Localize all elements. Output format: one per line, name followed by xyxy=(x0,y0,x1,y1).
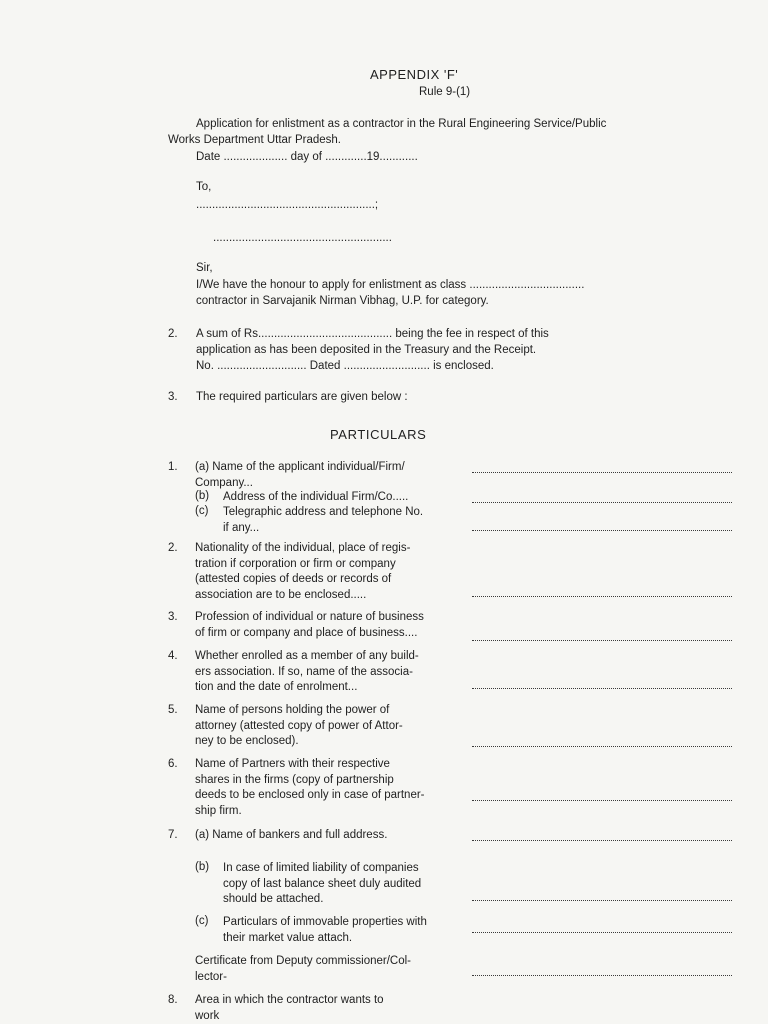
item-7c-text: Particulars of immovable properties with their market value attach. xyxy=(223,916,427,944)
item-7b-fill-line[interactable] xyxy=(472,900,732,901)
item-6-fill-line[interactable] xyxy=(472,800,732,801)
item-4-number: 4. xyxy=(168,650,178,662)
address-line-1: ........................................................; xyxy=(196,199,379,211)
item-6-text: Name of Partners with their respective shares in the firms (copy of partnership deeds to be enclosed only in case of partner- ship firm. xyxy=(195,758,425,817)
item-7c-label: (c) xyxy=(195,915,209,927)
item-2-text: Nationality of the individual, place of regis- tration if corporation or firm or company (attested copies of deeds or records of association are to be enclosed..... xyxy=(195,542,411,601)
item-5-fill-line[interactable] xyxy=(472,746,732,747)
item-3-text: Profession of individual or nature of business of firm or company and place of business.... xyxy=(195,611,424,639)
salutation: Sir, xyxy=(196,262,213,274)
item-1-number: 1. xyxy=(168,461,178,473)
date-line: Date .................... day of .............19............ xyxy=(196,151,418,163)
item-4-fill-line[interactable] xyxy=(472,688,732,689)
item-1a-fill-line[interactable] xyxy=(472,472,732,473)
item-1c-fill-line[interactable] xyxy=(472,530,732,531)
para-2-number: 2. xyxy=(168,328,178,340)
item-1b-fill-line[interactable] xyxy=(472,502,732,503)
item-3-number: 3. xyxy=(168,611,178,623)
item-1a-text: (a) Name of the applicant individual/Firm/ Company... xyxy=(195,461,405,489)
item-5-text: Name of persons holding the power of attorney (attested copy of power of Attor- ney to be enclosed). xyxy=(195,704,403,747)
item-8-number: 8. xyxy=(168,994,178,1006)
letter-line-1: I/We have the honour to apply for enlistment as class .................................... xyxy=(196,279,585,291)
para-3-text: The required particulars are given below : xyxy=(196,391,408,403)
item-1c-text: Telegraphic address and telephone No. if any... xyxy=(223,506,424,534)
item-7-certificate-text: Certificate from Deputy commissioner/Col- lector- xyxy=(195,955,412,983)
para-2-line-2: application as has been deposited in the Treasury and the Receipt. xyxy=(196,344,537,356)
item-7b-label: (b) xyxy=(195,861,210,873)
item-8-text: Area in which the contractor wants to work xyxy=(195,994,384,1022)
to-label: To, xyxy=(196,181,212,193)
item-2-number: 2. xyxy=(168,542,178,554)
item-3-fill-line[interactable] xyxy=(472,640,732,641)
item-7b-text: In case of limited liability of companies copy of last balance sheet duly audited should be attached. xyxy=(223,862,422,905)
item-4-text: Whether enrolled as a member of any build- ers association. If so, name of the associa- tion and the date of enrolment... xyxy=(195,650,419,693)
item-6-number: 6. xyxy=(168,758,178,770)
item-7c-fill-line[interactable] xyxy=(472,932,732,933)
item-2-fill-line[interactable] xyxy=(472,596,732,597)
letter-line-2: contractor in Sarvajanik Nirman Vibhag, U.P. for category. xyxy=(196,295,489,307)
rule-reference: Rule 9-(1) xyxy=(419,86,471,98)
para-2-line-3: No. ............................ Dated ........................... is enclosed. xyxy=(196,360,494,372)
item-1b-label: (b) xyxy=(195,490,210,502)
item-1b-text: Address of the individual Firm/Co..... xyxy=(223,491,409,503)
address-line-2: ........................................................ xyxy=(213,232,392,244)
para-2-line-1: A sum of Rs.......................................... being the fee in respect of this xyxy=(196,328,549,340)
intro-line-2: Works Department Uttar Pradesh. xyxy=(168,134,341,146)
intro-line-1: Application for enlistment as a contractor in the Rural Engineering Service/Public xyxy=(196,118,607,130)
particulars-heading: PARTICULARS xyxy=(330,427,427,442)
item-7a-fill-line[interactable] xyxy=(472,840,732,841)
item-7-certificate-fill-line[interactable] xyxy=(472,975,732,976)
item-7-number: 7. xyxy=(168,829,178,841)
item-7a-text: (a) Name of bankers and full address. xyxy=(195,829,388,841)
item-5-number: 5. xyxy=(168,704,178,716)
appendix-title: APPENDIX 'F' xyxy=(370,67,459,82)
para-3-number: 3. xyxy=(168,391,178,403)
item-1c-label: (c) xyxy=(195,505,209,517)
